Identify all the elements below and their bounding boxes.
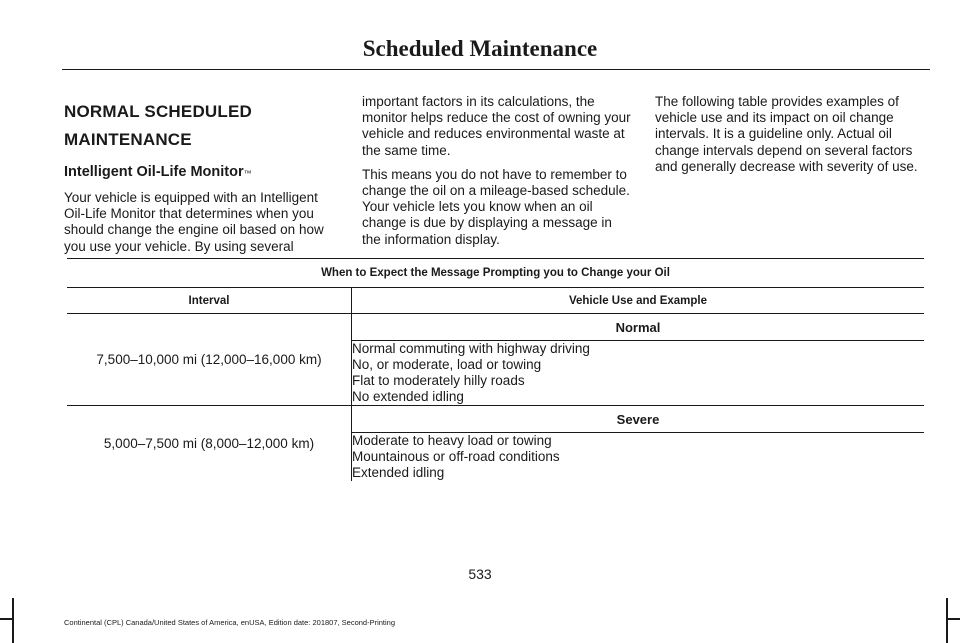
table-caption: When to Expect the Message Prompting you to Change your Oil xyxy=(67,259,924,288)
middle-column xyxy=(362,94,634,248)
examples-cell-severe xyxy=(352,433,925,482)
table-row xyxy=(67,406,924,433)
subheading-text: Intelligent Oil-Life Monitor xyxy=(64,164,244,180)
crop-mark-right xyxy=(946,598,948,643)
trademark-mark: ™ xyxy=(243,169,252,178)
page-number: 533 xyxy=(468,566,492,582)
intro-paragraph: Your vehicle is equipped with an Intelligent Oil-Life Monitor that determines when you should change the engine oil based on how you use your vehicle. By using several xyxy=(64,190,324,254)
header-rule xyxy=(62,69,930,70)
section-heading-line1: NORMAL SCHEDULED xyxy=(64,102,253,121)
interval-cell-normal: 7,500–10,000 mi (12,000–16,000 km) xyxy=(67,314,352,406)
table-header-row xyxy=(67,288,924,314)
middle-paragraph-1: important factors in its calculations, the monitor helps reduce the cost of owning your vehicle and reduces environmental waste at the same time. xyxy=(362,94,631,158)
list-item: Extended idling xyxy=(352,465,445,480)
use-header: Vehicle Use and Example xyxy=(352,288,925,314)
edition-footer: Continental (CPL) Canada/United States of America, enUSA, Edition date: 201807, Second-Printing xyxy=(64,618,396,627)
interval-cell-severe: 5,000–7,500 mi (8,000–12,000 km) xyxy=(67,406,352,482)
table-row xyxy=(67,314,924,341)
group-label-severe: Severe xyxy=(352,406,925,433)
list-item: No, or moderate, load or towing xyxy=(352,357,542,372)
left-column xyxy=(64,94,336,255)
interval-header: Interval xyxy=(67,288,352,314)
group-label-normal: Normal xyxy=(352,314,925,341)
crop-mark-left-horizontal xyxy=(0,618,12,620)
page-header-title: Scheduled Maintenance xyxy=(362,36,598,61)
list-item: Normal commuting with highway driving xyxy=(352,341,590,356)
crop-mark-right-horizontal xyxy=(947,618,960,620)
crop-mark-left xyxy=(12,598,14,643)
list-item: No extended idling xyxy=(352,389,464,404)
table-caption-row xyxy=(67,259,924,288)
right-column xyxy=(655,94,927,175)
subheading xyxy=(64,162,336,182)
list-item: Mountainous or off-road conditions xyxy=(352,449,560,464)
section-heading-line2: MAINTENANCE xyxy=(64,130,192,149)
oil-change-table xyxy=(67,258,924,481)
list-item: Flat to moderately hilly roads xyxy=(352,373,525,388)
examples-cell-normal xyxy=(352,341,925,406)
middle-paragraph-2: This means you do not have to remember to change the oil on a mileage-based schedule. Your vehicle lets you know when an oil change is due by displaying a message in the information display. xyxy=(362,166,630,247)
list-item: Moderate to heavy load or towing xyxy=(352,433,552,448)
right-paragraph: The following table provides examples of vehicle use and its impact on oil change intervals. It is a guideline only. Actual oil change intervals depend on several factors and generally decrease with severity of use. xyxy=(655,94,918,174)
